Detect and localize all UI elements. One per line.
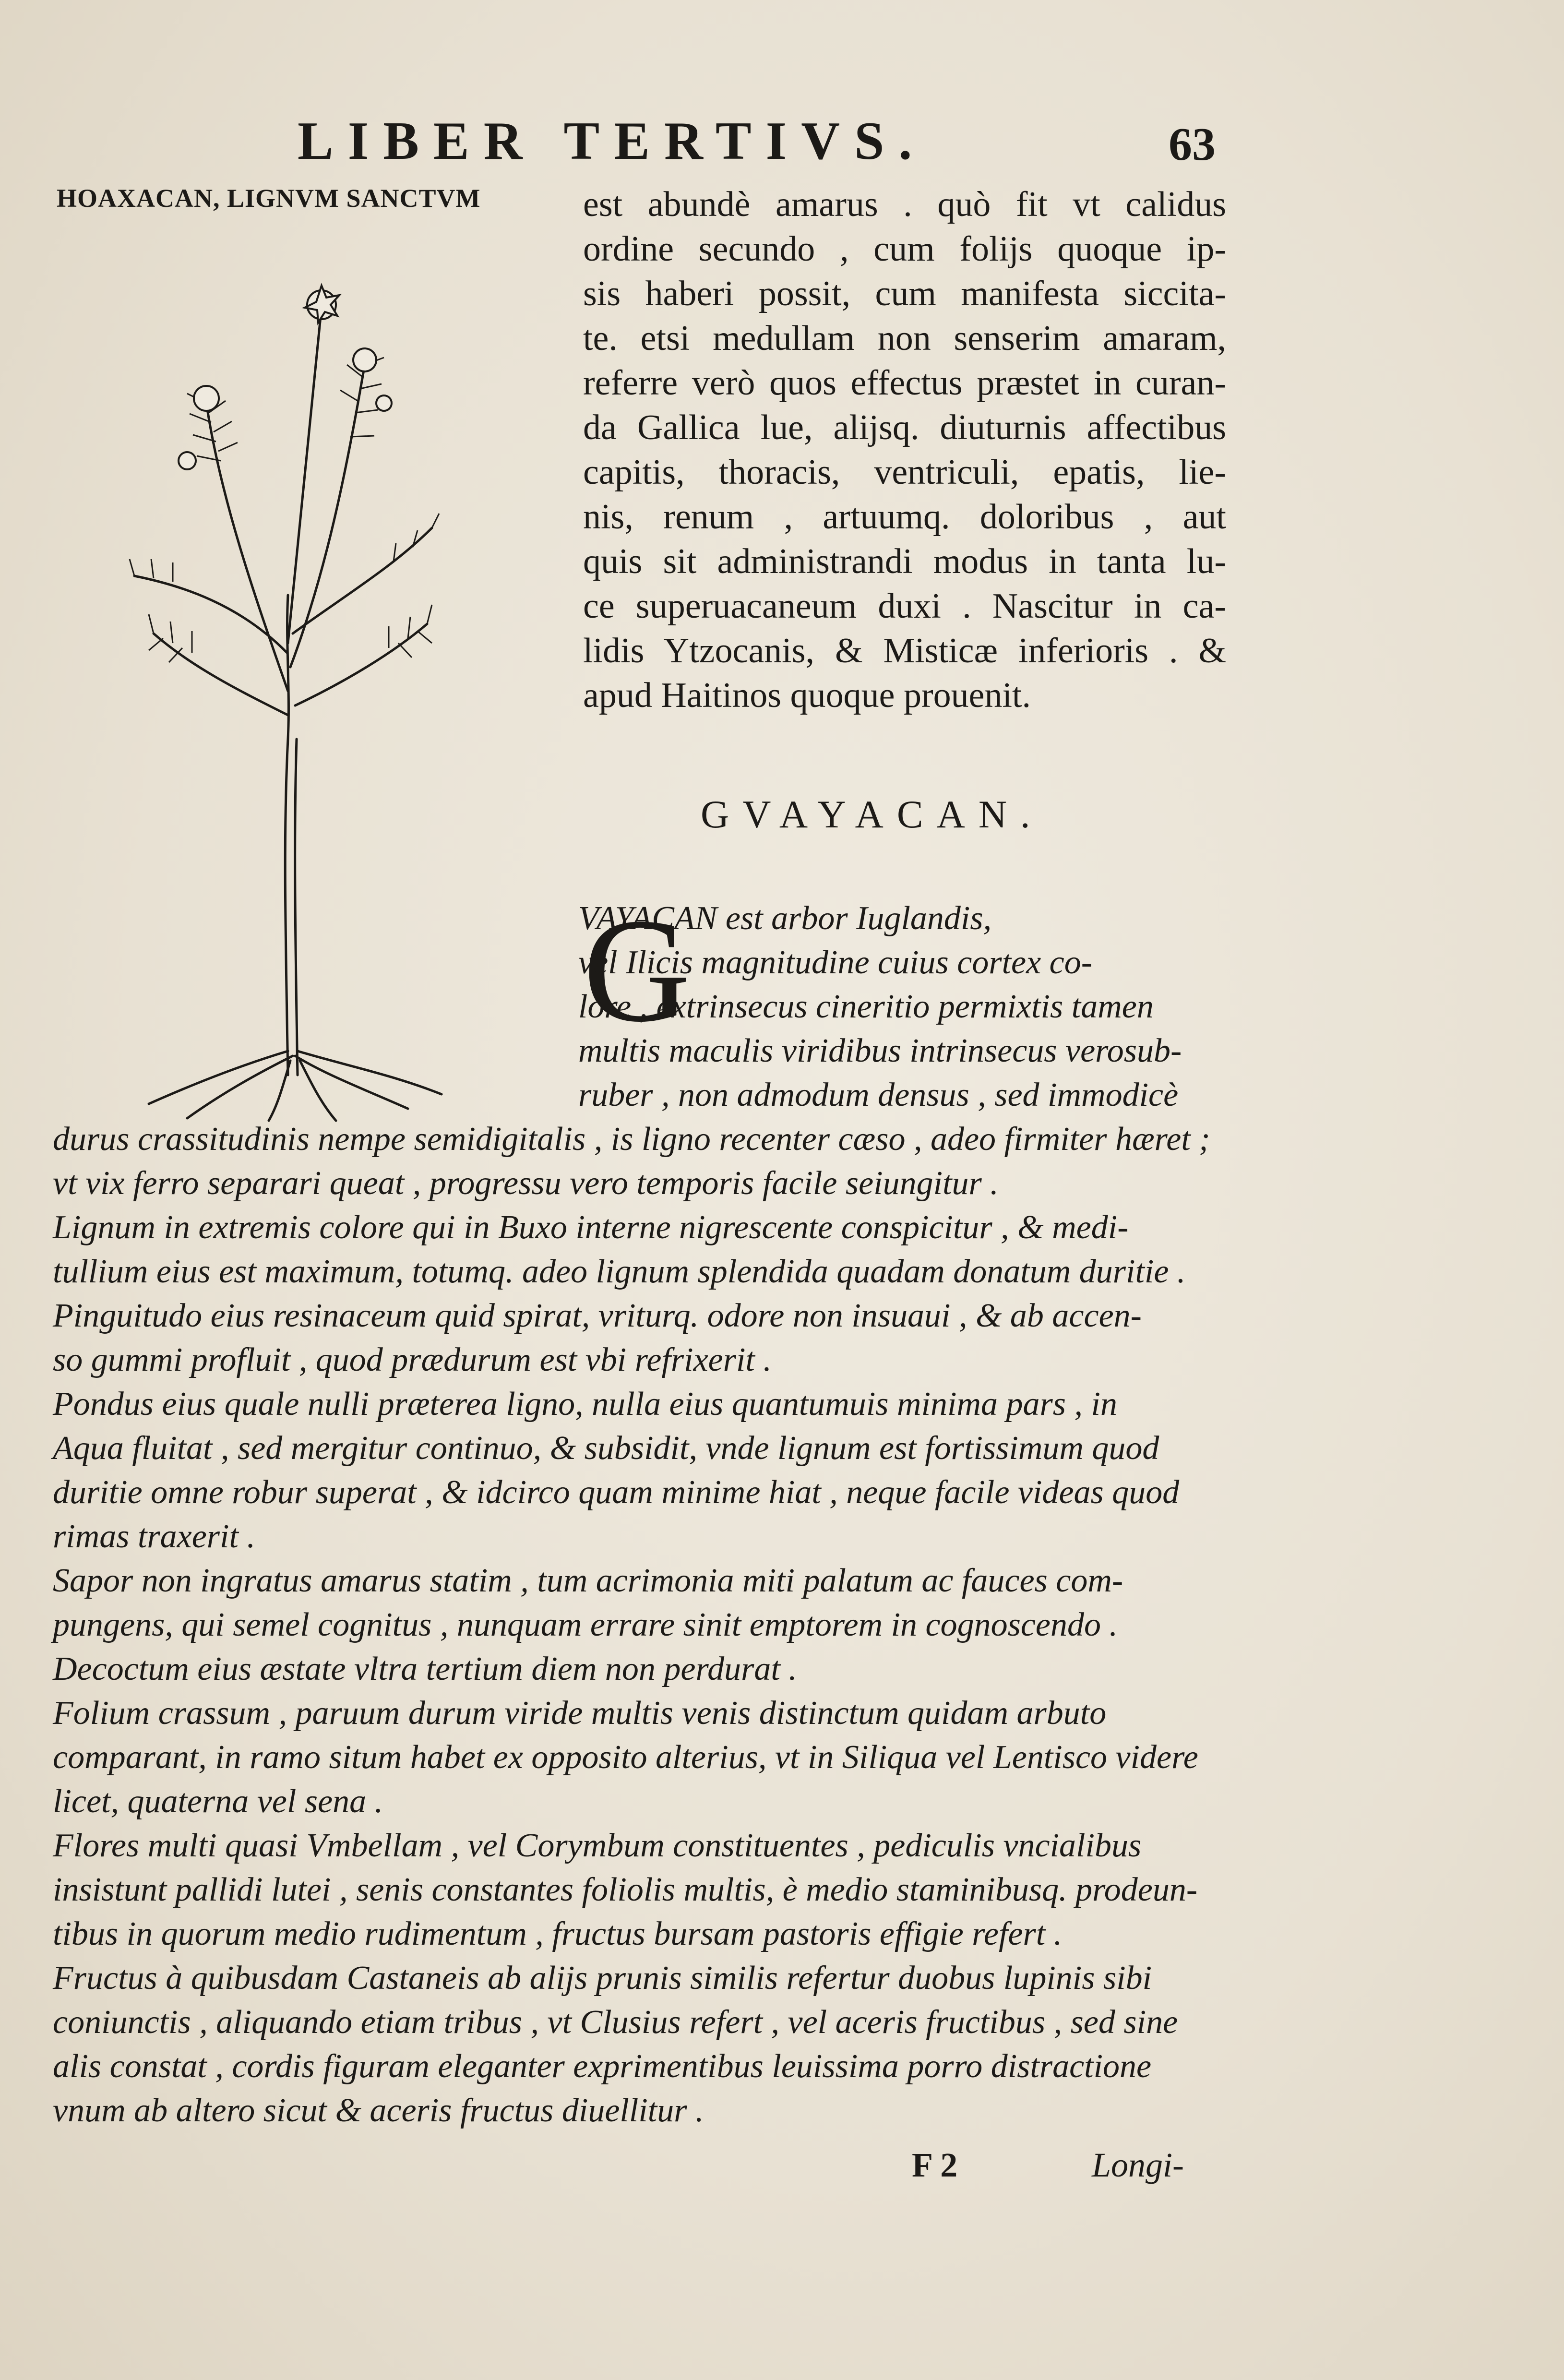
running-head: LIBER TERTIVS. xyxy=(298,111,927,171)
text-line: tibus in quorum medio rudimentum , fructus bursam pastoris effigie refert . xyxy=(53,1915,1063,1952)
text-line: Flores multi quasi Vmbellam , vel Corymbum constituentes , pediculis vncialibus xyxy=(53,1827,1142,1864)
text-line: duritie omne robur superat , & idcirco quam minime hiat , neque facile videas quod xyxy=(53,1474,1180,1511)
text-line: ordine secundo , cum folijs quoque ip- xyxy=(583,229,1226,269)
text-line: Aqua fluitat , sed mergitur continuo, & subsidit, vnde lignum est fortissimum quod xyxy=(53,1430,1159,1467)
catchword: Longi- xyxy=(1092,2146,1184,2184)
text-line: tullium eius est maximum, totumq. adeo lignum splendida quadam donatum duritie . xyxy=(53,1253,1186,1290)
text-line: Pinguitudo eius resinaceum quid spirat, vriturq. odore non insuaui , & ab accen- xyxy=(53,1297,1142,1334)
text-line: rimas traxerit . xyxy=(53,1518,255,1555)
text-line: da Gallica lue, alijsq. diuturnis affectibus xyxy=(583,408,1226,447)
text-line: coniunctis , aliquando etiam tribus , vt Clusius refert , vel aceris fructibus , sed sine xyxy=(53,2004,1178,2041)
main-paragraphs xyxy=(53,888,1229,2133)
text-line: alis constat , cordis figuram eleganter exprimentibus leuissima porro distractione xyxy=(53,2048,1152,2085)
text-line: comparant, in ramo situm habet ex opposito alterius, vt in Siliqua vel Lentisco videre xyxy=(53,1739,1198,1776)
text-line: durus crassitudinis nempe semidigitalis , is ligno recenter cæso , adeo firmiter hæret ; xyxy=(53,1121,1210,1158)
text-line: ruber , non admodum densus , sed immodicè xyxy=(578,1076,1179,1113)
signature-mark: F 2 xyxy=(912,2146,958,2184)
text-line: lore , extrinsecus cineritio permixtis tamen xyxy=(578,988,1154,1025)
text-line: multis maculis viridibus intrinsecus verosub- xyxy=(578,1032,1182,1069)
text-line: Folium crassum , paruum durum viride multis venis distinctum quidam arbuto xyxy=(53,1695,1107,1732)
text-line: vel Ilicis magnitudine cuius cortex co- xyxy=(578,944,1093,981)
plant-caption: HOAXACAN, LIGNVM SANCTVM xyxy=(57,184,481,213)
text-line: referre verò quos effectus præstet in curan- xyxy=(583,363,1226,403)
text-line: VAYACAN est arbor Iuglandis, xyxy=(578,900,992,937)
text-line: lidis Ytzocanis, & Misticæ inferioris . & xyxy=(583,631,1226,670)
text-line: capitis, thoracis, ventriculi, epatis, lie- xyxy=(583,453,1226,492)
text-line: pungens, qui semel cognitus , nunquam errare sinit emptorem in cognoscendo . xyxy=(53,1606,1118,1643)
text-line: quis sit administrandi modus in tanta lu- xyxy=(583,542,1226,581)
text-line: nis, renum , artuumq. doloribus , aut xyxy=(583,497,1226,537)
text-line: insistunt pallidi lutei , senis constantes foliolis multis, è medio staminibusq. prodeun- xyxy=(53,1871,1198,1908)
section-heading: GVAYACAN. xyxy=(701,792,1044,836)
text-line: vt vix ferro separari queat , progressu vero temporis facile seiungitur . xyxy=(53,1165,999,1202)
text-line: licet, quaterna vel sena . xyxy=(53,1783,383,1820)
upper-paragraph xyxy=(583,182,1226,718)
text-line: sis haberi possit, cum manifesta siccita- xyxy=(583,274,1226,313)
text-line: so gummi profluit , quod prædurum est vbi refrixerit . xyxy=(53,1341,772,1378)
text-line: Lignum in extremis colore qui in Buxo interne nigrescente conspicitur , & medi- xyxy=(53,1209,1129,1246)
text-line: te. etsi medullam non senserim amaram, xyxy=(583,319,1226,358)
text-line: Decoctum eius æstate vltra tertium diem non perdurat . xyxy=(53,1650,797,1687)
page-number: 63 xyxy=(1169,119,1216,170)
text-line: Fructus à quibusdam Castaneis ab alijs prunis similis refertur duobus lupinis sibi xyxy=(53,1960,1152,1997)
text-line: Sapor non ingratus amarus statim , tum acrimonia miti palatum ac fauces com- xyxy=(53,1562,1123,1599)
text-line: apud Haitinos quoque prouenit. xyxy=(583,676,1031,715)
text-line: ce superuacaneum duxi . Nascitur in ca- xyxy=(583,586,1226,626)
drop-capital: G xyxy=(583,888,691,1053)
text-line: Pondus eius quale nulli præterea ligno, nulla eius quantumuis minima pars , in xyxy=(53,1386,1117,1423)
text-line: vnum ab altero sicut & aceris fructus diuellitur . xyxy=(53,2092,704,2129)
text-line: est abundè amarus . quò fit vt calidus xyxy=(583,185,1226,224)
